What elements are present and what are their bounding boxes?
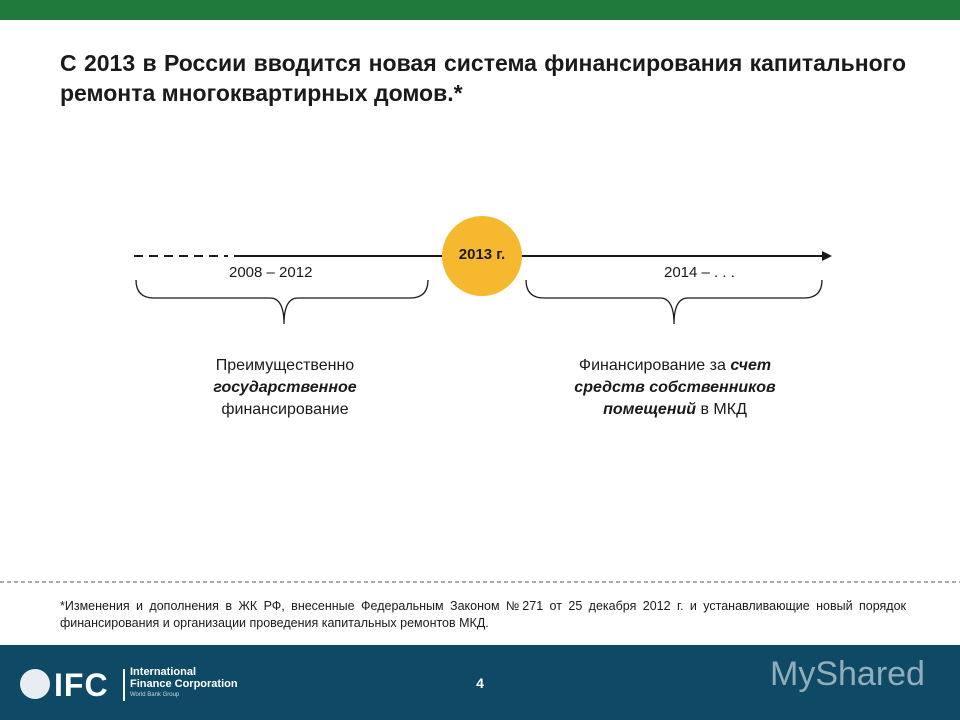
footnote: *Изменения и дополнения в ЖК РФ, внесенные Федеральным Законом №271 от 25 декабря 2012 г. и устанавливающие новый порядок финансирования и организации проведения капитальных ремонтов МКД. xyxy=(60,599,906,630)
footer-bar xyxy=(0,645,960,720)
left-period-description: Преимущественно государственное финансирование xyxy=(213,357,357,418)
right-period-label: 2014 – . . . xyxy=(664,264,735,281)
year-2013-label: 2013 г. xyxy=(458,246,506,263)
slide-title: С 2013 в России вводится новая система финансирования капитального ремонта многоквартирных домов.* xyxy=(60,50,906,106)
right-period-description: Финансирование за счет средств собственников помещений в МКД xyxy=(574,357,776,418)
left-period-label: 2008 – 2012 xyxy=(229,264,313,281)
ifc-logo-caption: International Finance Corporation World Bank Group xyxy=(130,666,238,698)
ifc-logo-text: IFC xyxy=(54,667,109,703)
page-number: 4 xyxy=(476,675,484,691)
logo-divider xyxy=(123,669,125,701)
globe-icon xyxy=(20,669,50,699)
watermark: MyShared xyxy=(770,655,925,693)
left-period-brace xyxy=(136,280,428,324)
right-period-brace xyxy=(526,280,822,324)
timeline-arrowhead xyxy=(822,251,832,261)
